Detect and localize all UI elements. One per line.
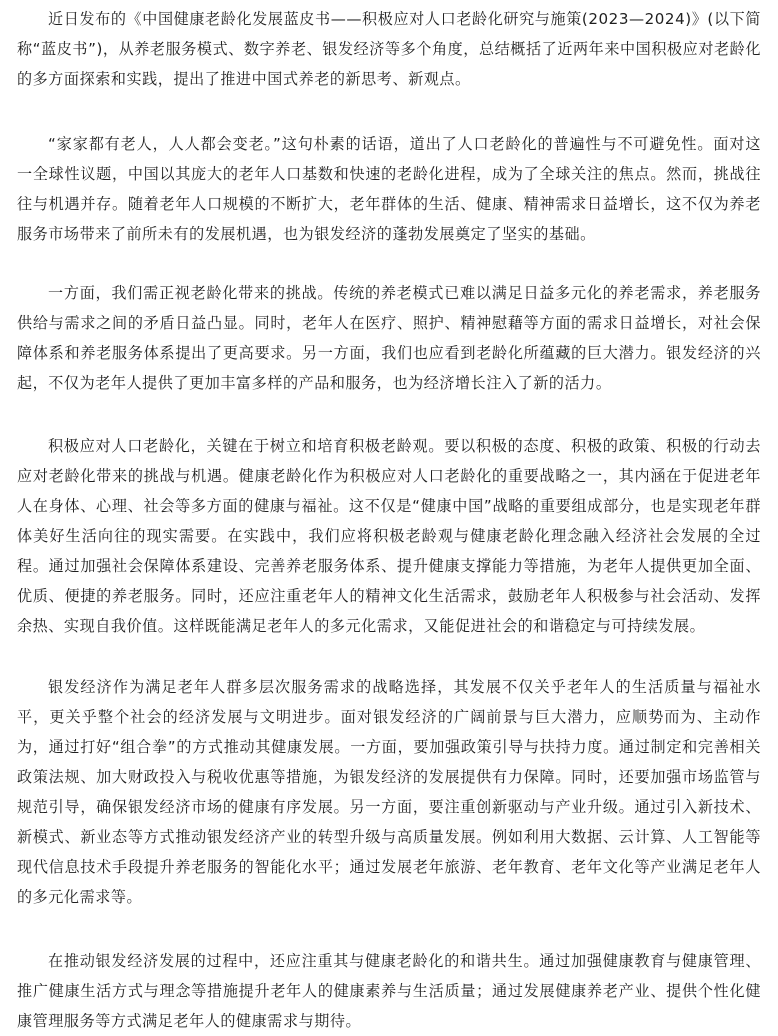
paragraph-positive-aging-view: 积极应对人口老龄化，关键在于树立和培育积极老龄观。要以积极的态度、积极的政策、积极的行动去应对老龄化带来的挑战与机遇。健康老龄化作为积极应对人口老龄化的重要战略之一，其内涵在于促进老年人在身体、心理、社会等多方面的健康与福祉。这不仅是“健康中国”战略的重要组成部分，也是实现老年群体美好生活向往的现实需要。在实践中，我们应将积极老龄观与健康老龄化理念融入经济社会发展的全过程。通过加强社会保障体系建设、完善养老服务体系、提升健康支撑能力等措施，为老年人提供更加全面、优质、便捷的养老服务。同时，还应注重老年人的精神文化生活需求，鼓励老年人积极参与社会活动、发挥余热、实现自我价值。这样既能满足老年人的多元化需求，又能促进社会的和谐稳定与可持续发展。 bbox=[17, 437, 761, 635]
paragraph-intro: 近日发布的《中国健康老龄化发展蓝皮书——积极应对人口老龄化研究与施策(2023—2024)》(以下简称“蓝皮书”)，从养老服务模式、数字养老、银发经济等多个角度，总结概括了近两年来中国积极应对老龄化的多方面探索和实践，提出了推进中国式养老的新思考、新观点。 bbox=[17, 10, 761, 88]
paragraph-silver-economy: 银发经济作为满足老年人群多层次服务需求的战略选择，其发展不仅关乎老年人的生活质量与福祉水平，更关乎整个社会的经济发展与文明进步。面对银发经济的广阔前景与巨大潜力，应顺势而为、主动作为，通过打好“组合拳”的方式推动其健康发展。一方面，要加强政策引导与扶持力度。通过制定和完善相关政策法规、加大财政投入与税收优惠等措施，为银发经济的发展提供有力保障。同时，还要加强市场监管与规范引导，确保银发经济市场的健康有序发展。另一方面，要注重创新驱动与产业升级。通过引入新技术、新模式、新业态等方式推动银发经济产业的转型升级与高质量发展。例如利用大数据、云计算、人工智能等现代信息技术手段提升养老服务的智能化水平；通过发展老年旅游、老年教育、老年文化等产业满足老年人的多元化需求等。 bbox=[17, 678, 761, 906]
article-body bbox=[17, 0, 761, 1036]
paragraph-healthy-aging-synergy: 在推动银发经济发展的过程中，还应注重其与健康老龄化的和谐共生。通过加强健康教育与健康管理、推广健康生活方式与理念等措施提升老年人的健康素养与生活质量；通过发展健康养老产业、提供个性化健康管理服务等方式满足老年人的健康需求与期待。 bbox=[17, 952, 761, 1030]
paragraph-challenges-potential: 一方面，我们需正视老龄化带来的挑战。传统的养老模式已难以满足日益多元化的养老需求，养老服务供给与需求之间的矛盾日益凸显。同时，老年人在医疗、照护、精神慰藉等方面的需求日益增长，对社会保障体系和养老服务体系提出了更高要求。另一方面，我们也应看到老龄化所蕴藏的巨大潜力。银发经济的兴起，不仅为老年人提供了更加丰富多样的产品和服务，也为经济增长注入了新的活力。 bbox=[17, 284, 761, 392]
paragraph-aging-universality: “家家都有老人，人人都会变老。”这句朴素的话语，道出了人口老龄化的普遍性与不可避免性。面对这一全球性议题，中国以其庞大的老年人口基数和快速的老龄化进程，成为了全球关注的焦点。然而，挑战往往与机遇并存。随着老年人口规模的不断扩大，老年群体的生活、健康、精神需求日益增长，这不仅为养老服务市场带来了前所未有的发展机遇，也为银发经济的蓬勃发展奠定了坚实的基础。 bbox=[17, 135, 761, 243]
